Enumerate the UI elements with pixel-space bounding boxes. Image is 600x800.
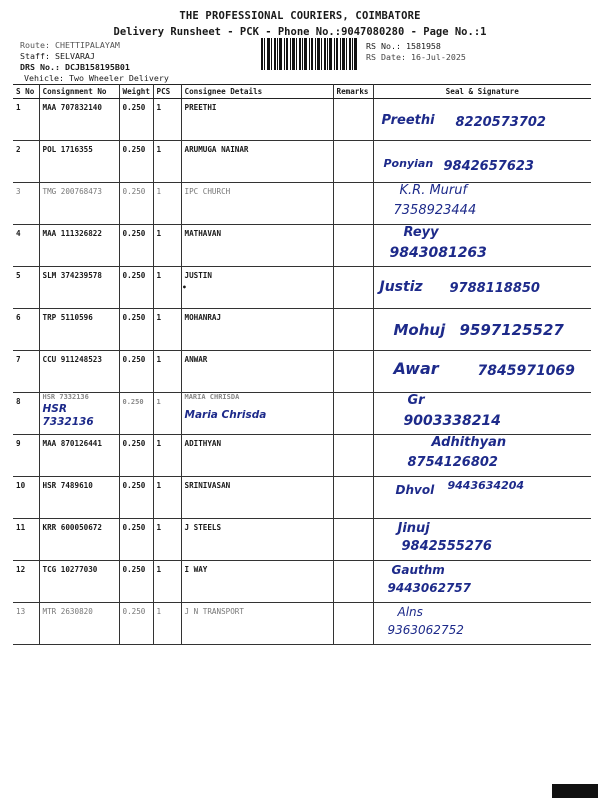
- runsheet-subtitle: Delivery Runsheet - PCK - Phone No.:9047080280 - Page No.:1: [113, 26, 487, 38]
- rs-date: RS Date: 16-Jul-2025: [366, 52, 466, 62]
- pcs-cell: 1: [153, 351, 181, 393]
- col-consignment-no: Consignment No: [39, 85, 119, 99]
- consignment-cell: TMG 200768473: [39, 183, 119, 225]
- scan-corner-mark: [552, 784, 598, 798]
- weight-cell: 0.250: [119, 309, 153, 351]
- signature-phone: 9363062752: [387, 623, 464, 637]
- weight-cell: 0.250: [119, 225, 153, 267]
- table-row: [13, 99, 591, 141]
- runsheet-table: [13, 84, 591, 645]
- signature-name: Alns: [397, 605, 423, 619]
- remarks-cell: [333, 477, 373, 519]
- consignee-cell: [181, 393, 333, 435]
- table-row: [13, 603, 591, 645]
- table-row: [13, 435, 591, 477]
- pcs-cell: 1: [153, 267, 181, 309]
- signature-phone: 9003338214: [403, 413, 501, 429]
- consignment-cell: TRP 5110596: [39, 309, 119, 351]
- pen-mark: •: [181, 283, 187, 292]
- sno-cell: 7: [13, 351, 39, 393]
- signature-cell: [373, 519, 591, 561]
- signature-phone: 9843081263: [389, 245, 487, 261]
- signature-phone: 8754126802: [407, 455, 498, 470]
- signature-cell: [373, 267, 591, 309]
- table-header-row: [13, 85, 591, 99]
- drs-number: DRS No.: DCJB158195B01: [20, 62, 130, 72]
- table-row: [13, 561, 591, 603]
- weight-cell: 0.250: [119, 435, 153, 477]
- remarks-cell: [333, 267, 373, 309]
- pcs-cell: 1: [153, 309, 181, 351]
- signature-name: Mohuj: [393, 321, 446, 339]
- table-row: [13, 267, 591, 309]
- pcs-cell: [153, 393, 181, 435]
- printed-pcs: 1: [156, 398, 161, 406]
- sno-cell: 1: [13, 99, 39, 141]
- consignee-cell: MOHANRAJ: [181, 309, 333, 351]
- vehicle-label: Vehicle: Two Wheeler Delivery: [24, 73, 169, 83]
- remarks-cell: [333, 519, 373, 561]
- signature-cell: [373, 141, 591, 183]
- printed-weight: 0.250: [122, 398, 144, 406]
- consignee-cell: ADITHYAN: [181, 435, 333, 477]
- signature-name: Reyy: [403, 225, 439, 240]
- rs-number: RS No.: 1581958: [366, 41, 441, 51]
- consignee-cell: MATHAVAN: [181, 225, 333, 267]
- consignee-cell: SRINIVASAN: [181, 477, 333, 519]
- consignment-cell: KRR 600050672: [39, 519, 119, 561]
- table-row: [13, 519, 591, 561]
- sno-cell: 4: [13, 225, 39, 267]
- remarks-cell: [333, 225, 373, 267]
- remarks-cell: [333, 561, 373, 603]
- weight-cell: 0.250: [119, 561, 153, 603]
- col-sno: S No: [13, 85, 39, 99]
- signature-phone: 9788118850: [449, 281, 540, 296]
- signature-phone: 9842555276: [401, 539, 492, 554]
- remarks-cell: [333, 435, 373, 477]
- weight-cell: 0.250: [119, 99, 153, 141]
- barcode-image: [261, 38, 357, 70]
- signature-phone: 9597125527: [459, 321, 564, 339]
- consignment-cell: TCG 10277030: [39, 561, 119, 603]
- consignment-cell: MAA 111326822: [39, 225, 119, 267]
- consignment-cell: CCU 911248523: [39, 351, 119, 393]
- weight-cell: 0.250: [119, 351, 153, 393]
- signature-cell: [373, 225, 591, 267]
- signature-name: Justiz: [379, 279, 423, 295]
- signature-name: K.R. Muruf: [399, 183, 468, 198]
- route-label: Route: CHETTIPALAYAM: [20, 40, 120, 50]
- signature-cell: [373, 183, 591, 225]
- consignee-cell: PREETHI: [181, 99, 333, 141]
- table-row: [13, 477, 591, 519]
- sno-cell: 11: [13, 519, 39, 561]
- signature-cell: [373, 603, 591, 645]
- col-weight: Weight: [119, 85, 153, 99]
- pcs-cell: 1: [153, 141, 181, 183]
- consignee-cell: [181, 267, 333, 309]
- weight-cell: 0.250: [119, 267, 153, 309]
- signature-name: Jinuj: [397, 521, 430, 536]
- signature-name: Preethi: [381, 113, 435, 128]
- signature-name: Dhvol: [395, 483, 435, 497]
- table-row: [13, 351, 591, 393]
- sno-cell: 12: [13, 561, 39, 603]
- consignee-cell: J STEELS: [181, 519, 333, 561]
- signature-cell: [373, 477, 591, 519]
- sno-cell: 9: [13, 435, 39, 477]
- remarks-cell: [333, 603, 373, 645]
- consignee-cell: J N TRANSPORT: [181, 603, 333, 645]
- sno-cell: 10: [13, 477, 39, 519]
- table-row: [13, 141, 591, 183]
- table-row: [13, 183, 591, 225]
- consignment-cell: HSR 7489610: [39, 477, 119, 519]
- signature-phone: 8220573702: [455, 115, 546, 130]
- signature-name: Gr: [407, 393, 425, 408]
- pcs-cell: 1: [153, 603, 181, 645]
- signature-cell: [373, 435, 591, 477]
- table-row: [13, 309, 591, 351]
- signature-phone: 9443634204: [447, 479, 525, 492]
- pcs-cell: 1: [153, 183, 181, 225]
- signature-phone: 7845971069: [477, 363, 575, 379]
- col-remarks: Remarks: [333, 85, 373, 99]
- weight-cell: 0.250: [119, 519, 153, 561]
- signature-cell: [373, 309, 591, 351]
- remarks-cell: [333, 141, 373, 183]
- consignee-cell: ANWAR: [181, 351, 333, 393]
- consignee-cell: I WAY: [181, 561, 333, 603]
- signature-name: Adhithyan: [431, 435, 507, 450]
- weight-cell: 0.250: [119, 603, 153, 645]
- signature-phone: 9842657623: [443, 159, 534, 174]
- signature-cell: [373, 351, 591, 393]
- pcs-cell: 1: [153, 477, 181, 519]
- remarks-cell: [333, 309, 373, 351]
- consignment-cell: MTR 2630820: [39, 603, 119, 645]
- pcs-cell: 1: [153, 225, 181, 267]
- signature-name: Awar: [393, 359, 439, 378]
- consignment-cell: POL 1716355: [39, 141, 119, 183]
- consignee-name: JUSTIN: [184, 271, 212, 280]
- consignment-cell: MAA 707832140: [39, 99, 119, 141]
- sno-cell: 3: [13, 183, 39, 225]
- remarks-cell: [333, 393, 373, 435]
- pcs-cell: 1: [153, 435, 181, 477]
- signature-cell: [373, 99, 591, 141]
- printed-consignee: MARIA CHRISDA: [184, 393, 240, 401]
- sno-cell: 5: [13, 267, 39, 309]
- weight-cell: 0.250: [119, 141, 153, 183]
- remarks-cell: [333, 351, 373, 393]
- table-row: [13, 225, 591, 267]
- pcs-cell: 1: [153, 519, 181, 561]
- handwritten-consignee: Maria Chrisda: [184, 409, 267, 421]
- signature-cell: [373, 561, 591, 603]
- pcs-cell: 1: [153, 561, 181, 603]
- consignee-cell: ARUMUGA NAINAR: [181, 141, 333, 183]
- weight-cell: 0.250: [119, 183, 153, 225]
- col-seal-signature: Seal & Signature: [373, 85, 591, 99]
- company-title: THE PROFESSIONAL COURIERS, COIMBATORE: [179, 10, 421, 22]
- sno-cell: 8: [13, 393, 39, 435]
- table-row: [13, 393, 591, 435]
- signature-phone: 7358923444: [393, 203, 477, 218]
- pcs-cell: 1: [153, 99, 181, 141]
- consignment-cell: [39, 393, 119, 435]
- consignee-cell: IPC CHURCH: [181, 183, 333, 225]
- printed-consignment: HSR 7332136: [42, 393, 89, 401]
- weight-cell: 0.250: [119, 477, 153, 519]
- sno-cell: 2: [13, 141, 39, 183]
- weight-cell: [119, 393, 153, 435]
- col-pcs: PCS: [153, 85, 181, 99]
- staff-label: Staff: SELVARAJ: [20, 51, 95, 61]
- signature-cell: [373, 393, 591, 435]
- remarks-cell: [333, 183, 373, 225]
- col-consignee-details: Consignee Details: [181, 85, 333, 99]
- handwritten-consignment: HSR 7332136: [42, 403, 94, 428]
- consignment-cell: SLM 374239578: [39, 267, 119, 309]
- signature-phone: 9443062757: [387, 581, 471, 595]
- sno-cell: 13: [13, 603, 39, 645]
- sno-cell: 6: [13, 309, 39, 351]
- remarks-cell: [333, 99, 373, 141]
- signature-name: Gauthm: [391, 563, 445, 577]
- consignment-cell: MAA 870126441: [39, 435, 119, 477]
- signature-name: Ponyian: [383, 157, 434, 170]
